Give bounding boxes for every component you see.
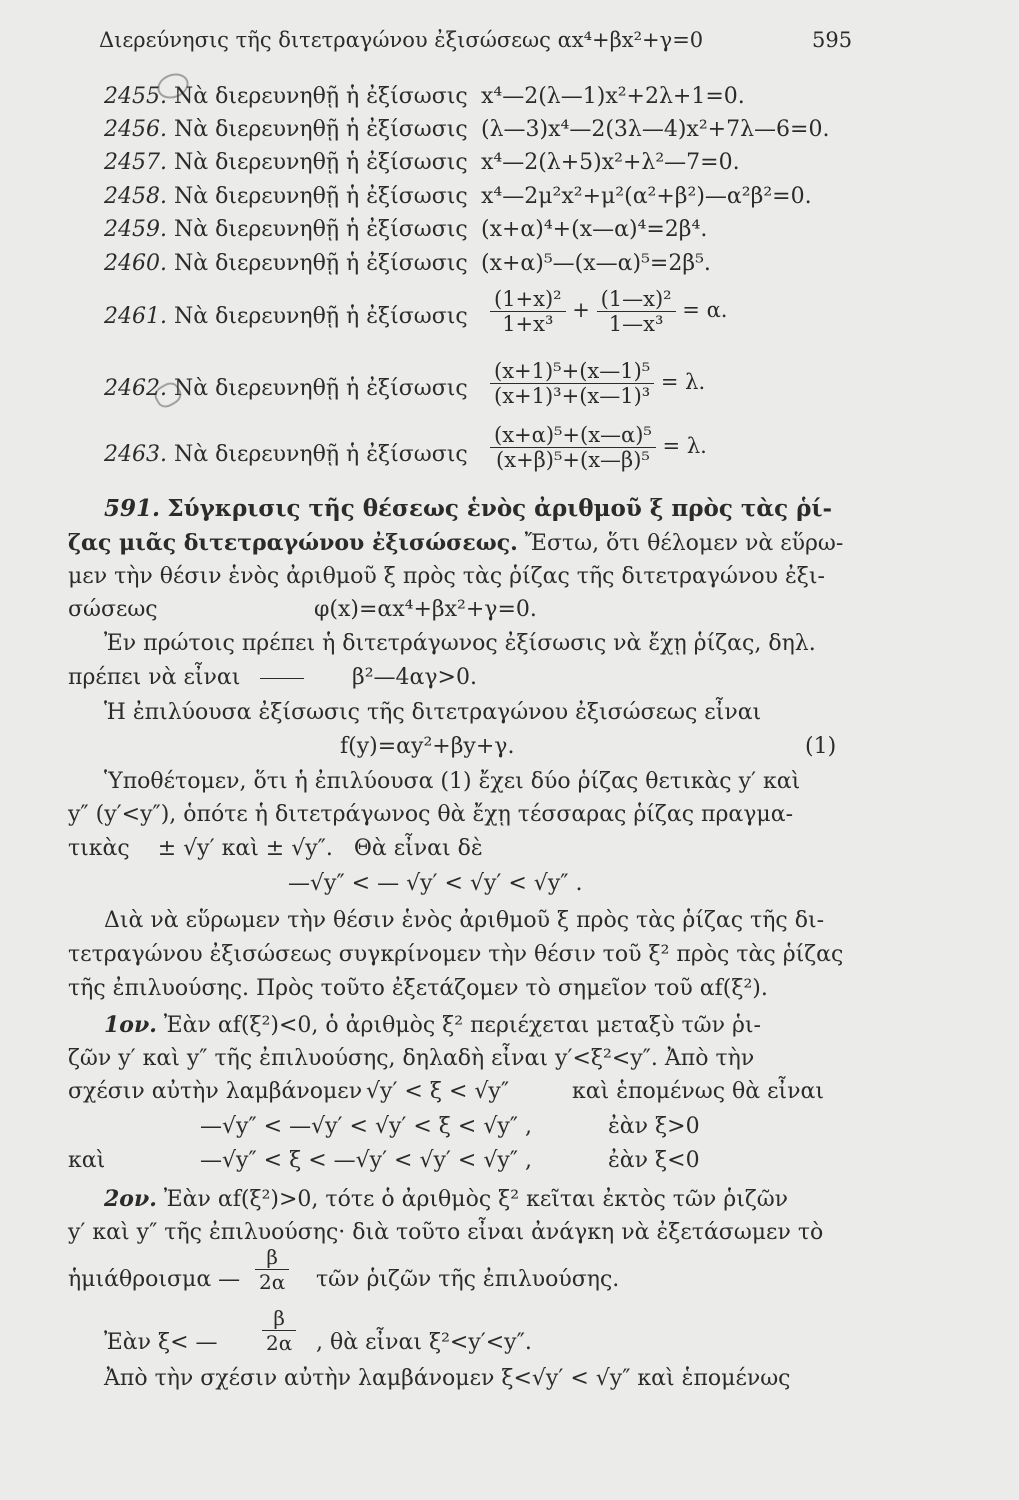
- plus-sign: +: [572, 298, 590, 322]
- exercise-2455: [104, 84, 468, 109]
- numerator: (1—x)²: [597, 287, 676, 312]
- dash-line: [260, 678, 304, 679]
- paragraph-line: ἡμιάθροισμα —: [68, 1267, 241, 1292]
- exercise-number: 2461.: [104, 304, 167, 329]
- paragraph-line: ζῶν y′ καὶ y″ τῆς ἐπιλυούσης, δηλαδὴ εἶναι y′<ξ²<y″. Ἀπὸ τὴν: [68, 1046, 755, 1071]
- equation-rhs: = λ.: [660, 370, 706, 394]
- equation-rhs: = α.: [682, 298, 728, 322]
- exercise-2461: [104, 304, 468, 329]
- paragraph-line: μεν τὴν θέσιν ἑνὸς ἀριθμοῦ ξ πρὸς τὰς ῥίζας τῆς διτετραγώνου ἐξι-: [68, 564, 825, 589]
- condition: ἐὰν ξ>0: [608, 1114, 700, 1139]
- exercise-number: 2462.: [104, 376, 167, 401]
- exercise-text: Νὰ διερευνηθῇ ἡ ἐξίσωσις: [173, 117, 468, 142]
- section-intro: Ἔστω, ὅτι θέλομεν νὰ εὕρω-: [524, 531, 844, 556]
- text-span: Θὰ εἶναι δὲ: [353, 836, 483, 861]
- exercise-2462: [104, 376, 468, 401]
- exercise-2456: [104, 117, 468, 142]
- text-span: , θὰ εἶναι ξ²<y′<y″.: [316, 1330, 532, 1355]
- paragraph-line: y″ (y′<y″), ὁπότε ἡ διτετράγωνος θὰ ἔχῃ τέσσαρας ῥίζας πραγμα-: [68, 802, 794, 827]
- equation-line: —√y″ < ξ < —√y′ < √y′ < √y″ ,: [200, 1148, 532, 1173]
- equation-line: β²—4αγ>0.: [352, 665, 477, 690]
- exercise-number: 2458.: [104, 184, 167, 209]
- fraction: [490, 423, 656, 472]
- exercise-equation: [490, 423, 707, 472]
- paragraph-line: Ὑποθέτομεν, ὅτι ἡ ἐπιλύουσα (1) ἔχει δύο ῥίζας θετικὰς y′ καὶ: [104, 769, 801, 794]
- case-label: 1ον.: [104, 1012, 157, 1038]
- fraction: [490, 287, 566, 336]
- exercise-equation: (λ—3)x⁴—2(3λ—4)x²+7λ—6=0.: [481, 117, 830, 142]
- denominator: 2α: [259, 1270, 286, 1294]
- running-header: Διερεύνησις τῆς διτετραγώνου ἐξισώσεως αx⁴+βx²+γ=0: [99, 28, 704, 52]
- exercise-number: 2457.: [104, 150, 167, 175]
- exercise-2460: [104, 251, 468, 276]
- paragraph-line: τετραγώνου ἐξισώσεως συγκρίνομεν τὴν θέσιν τοῦ ξ² πρὸς τὰς ῥίζας: [68, 942, 844, 967]
- numerator: (x+1)⁵+(x—1)⁵: [490, 359, 654, 384]
- equation-line: φ(x)=αx⁴+βx²+γ=0.: [314, 597, 537, 622]
- paragraph-line: πρέπει νὰ εἶναι: [68, 665, 241, 690]
- denominator: 1+x³: [502, 312, 554, 336]
- page-number: 595: [812, 28, 853, 52]
- fraction: [490, 359, 654, 408]
- exercise-number: 2455.: [104, 84, 167, 109]
- fraction-inner: [262, 1306, 296, 1355]
- case-1-line: [104, 1009, 761, 1042]
- paragraph-line: Διὰ νὰ εὕρωμεν τὴν θέσιν ἑνὸς ἀριθμοῦ ξ πρὸς τὰς ῥίζας τῆς δι-: [104, 908, 825, 933]
- condition: ἐὰν ξ<0: [608, 1148, 700, 1173]
- math-span: ± √y′ καὶ ± √y″.: [157, 836, 333, 861]
- text-span: τικὰς: [68, 836, 130, 861]
- exercise-equation: (x+α)⁴+(x—α)⁴=2β⁴.: [481, 217, 708, 242]
- exercise-2458: [104, 184, 468, 209]
- equation-line: —√y″ < —√y′ < √y′ < ξ < √y″ ,: [200, 1114, 532, 1139]
- fraction: [262, 1306, 296, 1355]
- paragraph-line: Ἐν πρώτοις πρέπει ἡ διτετράγωνος ἐξίσωσις νὰ ἔχῃ ῥίζας, δηλ.: [104, 631, 816, 656]
- exercise-2457: [104, 150, 468, 175]
- fraction: [255, 1245, 289, 1294]
- case-label: 2ον.: [104, 1186, 157, 1212]
- numerator: β: [262, 1306, 296, 1331]
- paragraph-line: Ἐὰν ξ< —: [104, 1330, 218, 1355]
- exercise-number: 2463.: [104, 442, 167, 467]
- exercise-text: Νὰ διερευνηθῇ ἡ ἐξίσωσις: [173, 304, 468, 329]
- case-2-line: [104, 1183, 788, 1216]
- section-title: Σύγκρισις τῆς θέσεως ἑνὸς ἀριθμοῦ ξ πρὸς τὰς ῥί-: [167, 495, 833, 522]
- paragraph-line: [68, 527, 843, 560]
- equation-line: f(y)=αy²+βy+γ.: [340, 734, 515, 759]
- exercise-number: 2459.: [104, 217, 167, 242]
- numerator: (x+α)⁵+(x—α)⁵: [490, 423, 656, 448]
- exercise-number: 2460.: [104, 251, 167, 276]
- paragraph-line: Ἀπὸ τὴν σχέσιν αὐτὴν λαμβάνομεν ξ<√y′ < √y″ καὶ ἑπομένως: [104, 1366, 791, 1391]
- exercise-text: Νὰ διερευνηθῇ ἡ ἐξίσωσις: [173, 442, 468, 467]
- paragraph-line: σώσεως: [68, 597, 158, 622]
- exercise-equation: x⁴—2(λ+5)x²+λ²—7=0.: [481, 150, 740, 175]
- section-heading: [104, 493, 832, 525]
- exercise-text: Νὰ διερευνηθῇ ἡ ἐξίσωσις: [173, 376, 468, 401]
- paragraph-line: [68, 833, 483, 865]
- denominator: (x+1)³+(x—1)³: [494, 384, 651, 408]
- math-span: √y′ < ξ < √y″: [366, 1079, 510, 1104]
- exercise-number: 2456.: [104, 117, 167, 142]
- section-title-cont: ζας μιᾶς διτετραγώνου ἐξισώσεως.: [68, 530, 518, 556]
- exercise-2463: [104, 442, 468, 467]
- fraction-inner: [255, 1245, 289, 1294]
- exercise-2459: [104, 217, 468, 242]
- exercise-equation: x⁴—2(λ—1)x²+2λ+1=0.: [481, 84, 745, 109]
- equation-label: (1): [805, 734, 837, 759]
- text-span: τῶν ῥιζῶν τῆς ἐπιλυούσης.: [316, 1267, 620, 1292]
- text-span: Ἐὰν αf(ξ²)<0, ὁ ἀριθμὸς ξ² περιέχεται μεταξὺ τῶν ῥι-: [163, 1013, 761, 1038]
- text-span: καὶ: [68, 1148, 106, 1173]
- text-span: Ἐὰν αf(ξ²)>0, τότε ὁ ἀριθμὸς ξ² κεῖται ἐκτὸς τῶν ῥιζῶν: [163, 1187, 789, 1212]
- fraction: [597, 287, 676, 336]
- numerator: β: [255, 1245, 289, 1270]
- exercise-text: Νὰ διερευνηθῇ ἡ ἐξίσωσις: [173, 251, 468, 276]
- paragraph-line: Ἡ ἐπιλύουσα ἐξίσωσις τῆς διτετραγώνου ἐξισώσεως εἶναι: [104, 700, 762, 725]
- exercise-equation: [490, 359, 705, 408]
- equation-rhs: = λ.: [662, 434, 707, 458]
- text-span: καὶ ἑπομένως θὰ εἶναι: [572, 1079, 825, 1104]
- paragraph-line: τῆς ἐπιλυούσης. Πρὸς τοῦτο ἐξετάζομεν τὸ σημεῖον τοῦ αf(ξ²).: [68, 976, 768, 1001]
- equation-line: —√y″ < — √y′ < √y′ < √y″ .: [288, 871, 583, 896]
- numerator: (1+x)²: [490, 287, 566, 312]
- denominator: 1—x³: [608, 312, 664, 336]
- exercise-equation: x⁴—2μ²x²+μ²(α²+β²)—α²β²=0.: [481, 184, 812, 209]
- exercise-equation: (x+α)⁵—(x—α)⁵=2β⁵.: [481, 251, 711, 276]
- paragraph-line: σχέσιν αὐτὴν λαμβάνομεν: [68, 1079, 363, 1104]
- exercise-text: Νὰ διερευνηθῇ ἡ ἐξίσωσις: [173, 184, 468, 209]
- exercise-text: Νὰ διερευνηθῇ ἡ ἐξίσωσις: [173, 84, 468, 109]
- denominator: 2α: [266, 1331, 293, 1355]
- section-number: 591.: [104, 495, 161, 522]
- exercise-text: Νὰ διερευνηθῇ ἡ ἐξίσωσις: [173, 217, 468, 242]
- paragraph-line: y′ καὶ y″ τῆς ἐπιλυούσης· διὰ τοῦτο εἶναι ἀνάγκη νὰ ἐξετάσωμεν τὸ: [68, 1220, 824, 1245]
- denominator: (x+β)⁵+(x—β)⁵: [496, 448, 650, 472]
- exercise-equation: [490, 287, 727, 336]
- exercise-text: Νὰ διερευνηθῇ ἡ ἐξίσωσις: [173, 150, 468, 175]
